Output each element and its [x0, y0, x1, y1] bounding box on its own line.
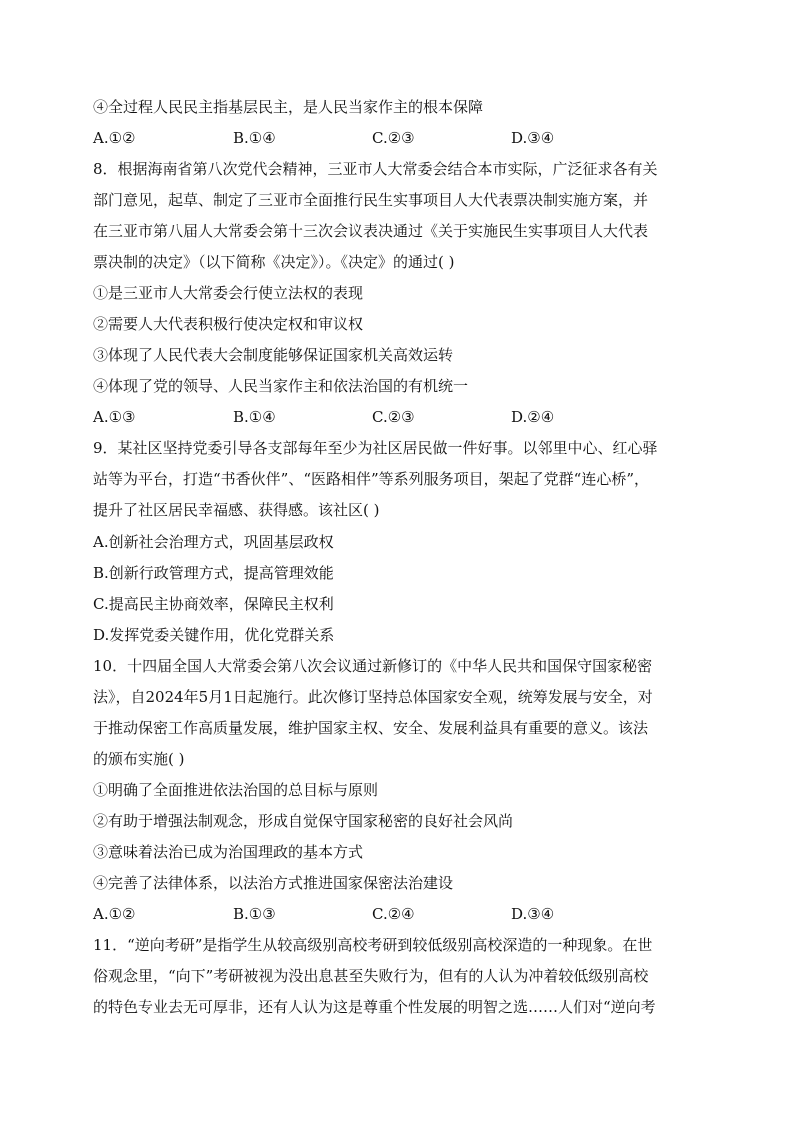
q9-choice-c: C.提高民主协商效率，保障民主权利 — [93, 595, 334, 613]
q10-option-c: C.②④ — [372, 905, 415, 923]
q11-stem-line-2: 俗观念里，“向下”考研被视为没出息甚至失败行为，但有的人认为冲着较低级别高校 — [93, 967, 649, 985]
q9-choice-d: D.发挥党委关键作用，优化党群关系 — [93, 626, 335, 644]
q10-stem-line-1: 10．十四届全国人大常委会第八次会议通过新修订的《中华人民共和国保守国家秘密 — [93, 657, 653, 675]
q10-statement-3: ③意味着法治已成为治国理政的基本方式 — [93, 843, 364, 861]
q8-statement-3: ③体现了人民代表大会制度能够保证国家机关高效运转 — [93, 346, 454, 364]
q9-choice-b: B.创新行政管理方式，提高管理效能 — [93, 564, 334, 582]
q9-choice-a: A.创新社会治理方式，巩固基层政权 — [93, 533, 334, 551]
q8-option-b: B.①④ — [233, 408, 276, 426]
q10-option-a: A.①② — [93, 905, 136, 923]
q8-option-c: C.②③ — [372, 408, 415, 426]
q10-stem-line-2: 法》，自2024年5月1日起施行。此次修订坚持总体国家安全观，统筹发展与安全，对 — [93, 688, 653, 706]
q9-stem-line-1: 9．某社区坚持党委引导各支部每年至少为社区居民做一件好事。以邻里中心、红心驿 — [93, 439, 658, 457]
q7-options — [93, 128, 713, 148]
q10-option-b: B.①③ — [233, 905, 276, 923]
q10-options — [93, 904, 713, 924]
q7-option-a: A.①② — [93, 129, 136, 147]
q8-stem-line-2: 部门意见，起草、制定了三亚市全面推行民生实事项目人大代表票决制实施方案，并 — [93, 191, 649, 209]
q8-stem-line-4: 票决制的决定》（以下简称《决定》）。《决定》的通过( ) — [93, 253, 455, 271]
q7-option-c: C.②③ — [372, 129, 415, 147]
q7-statement-4: ④全过程人民民主指基层民主，是人民当家作主的根本保障 — [93, 98, 484, 116]
q8-option-a: A.①③ — [93, 408, 136, 426]
q7-option-d: D.③④ — [511, 129, 555, 147]
q8-statement-1: ①是三亚市人大常委会行使立法权的表现 — [93, 284, 364, 302]
q10-statement-4: ④完善了法律体系，以法治方式推进国家保密法治建设 — [93, 874, 454, 892]
q8-option-d: D.②④ — [511, 408, 555, 426]
q10-stem-line-3: 于推动保密工作高质量发展，维护国家主权、安全、发展利益具有重要的意义。该法 — [93, 719, 649, 737]
q8-options — [93, 407, 713, 427]
q8-statement-2: ②需要人大代表积极行使决定权和审议权 — [93, 315, 364, 333]
q10-statement-2: ②有助于增强法制观念，形成自觉保守国家秘密的良好社会风尚 — [93, 812, 514, 830]
q10-option-d: D.③④ — [511, 905, 555, 923]
q7-option-b: B.①④ — [233, 129, 276, 147]
q10-statement-1: ①明确了全面推进依法治国的总目标与原则 — [93, 781, 379, 799]
q11-stem-line-1: 11．“逆向考研”是指学生从较高级别高校考研到较低级别高校深造的一种现象。在世 — [93, 936, 653, 954]
q8-stem-line-1: 8．根据海南省第八次党代会精神，三亚市人大常委会结合本市实际，广泛征求各有关 — [93, 160, 658, 178]
q9-stem-line-3: 提升了社区居民幸福感、获得感。该社区( ) — [93, 501, 380, 519]
q9-stem-line-2: 站等为平台，打造“书香伙伴”、“医路相伴”等系列服务项目，架起了党群“连心桥”， — [93, 470, 650, 488]
q11-stem-line-3: 的特色专业去无可厚非，还有人认为这是尊重个性发展的明智之选……人们对“逆向考 — [93, 998, 656, 1016]
q8-stem-line-3: 在三亚市第八届人大常委会第十三次会议表决通过《关于实施民生实事项目人大代表 — [93, 222, 649, 240]
q10-stem-line-4: 的颁布实施( ) — [93, 750, 185, 768]
q8-statement-4: ④体现了党的领导、人民当家作主和依法治国的有机统一 — [93, 377, 469, 395]
